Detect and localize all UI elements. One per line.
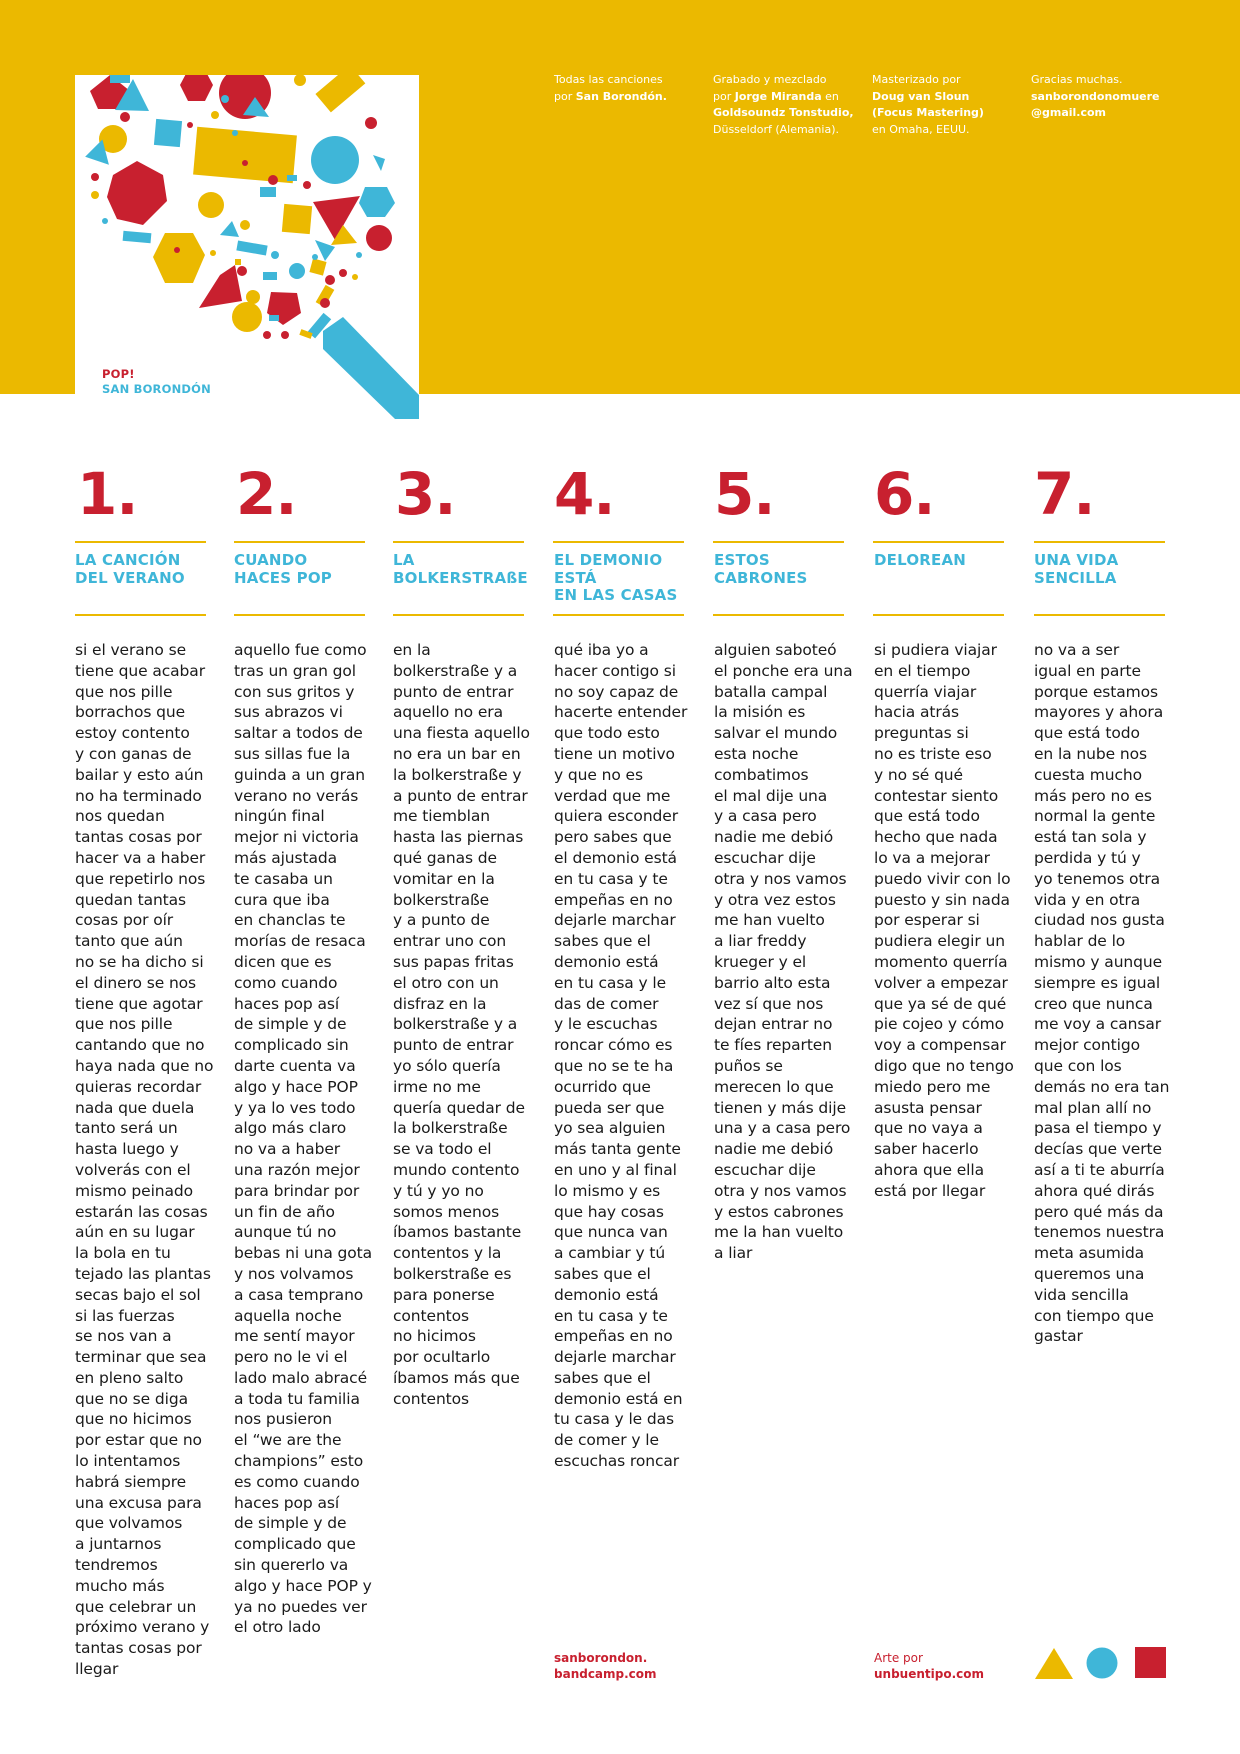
divider bbox=[873, 541, 1004, 543]
song-title-line: SENCILLA bbox=[1034, 568, 1117, 587]
bandcamp-link-line[interactable]: sanborondon. bbox=[554, 1651, 648, 1665]
divider bbox=[75, 614, 206, 616]
divider bbox=[873, 614, 1004, 616]
credit-thanks bbox=[1031, 72, 1181, 122]
divider bbox=[234, 541, 365, 543]
divider bbox=[393, 614, 524, 616]
circle-icon bbox=[1087, 1648, 1118, 1679]
song-title bbox=[1034, 552, 1174, 587]
song-title-line: DELOREAN bbox=[874, 551, 967, 569]
credit-text bbox=[554, 89, 704, 106]
credit-email[interactable]: @gmail.com bbox=[1031, 106, 1107, 119]
cover-title bbox=[102, 367, 211, 397]
song-number: 1. bbox=[77, 460, 138, 528]
song-lyrics: alguien saboteó el ponche era una batalla campal la misión es salvar el mundo esta noche combatimos el mal dije una y a casa pero nadie me debió escuchar dije otra y nos vamos y otra vez estos me han vuelto a liar freddy krueger y el barrio alto esta vez sí que nos dejan entrar no te fíes reparten puños se merecen lo que tienen y más dije una y a casa pero nadie me debió escuchar dije otra y nos vamos y estos cabrones me la han vuelto a liar bbox=[714, 641, 853, 1263]
credit-text: Masterizado por bbox=[872, 73, 961, 86]
credit-songs bbox=[554, 72, 704, 105]
credit-name: Jorge Miranda bbox=[734, 89, 822, 103]
footer-shapes bbox=[1035, 1645, 1170, 1680]
song-title-line: ESTOS bbox=[714, 551, 770, 569]
song-title bbox=[75, 552, 215, 587]
song-lyrics: en la bolkerstraße y a punto de entrar aquello no era una fiesta aquello no era un bar en la bolkerstraße y a punto de entrar me tiemblan hasta las piernas qué ganas de vomitar en la bolkerstraße y a punto de entrar uno con sus papas fritas el otro con un disfraz en la bolkerstraße y a punto de entrar yo sólo quería irme no me quería quedar de la bolkerstraße se va todo el mundo contento y tú y yo no somos menos íbamos bastante contentos y la bolkerstraße es para ponerse contentos no hicimos por ocultarlo íbamos más que contentos bbox=[393, 641, 530, 1408]
song-number: 2. bbox=[236, 460, 297, 528]
divider bbox=[75, 541, 206, 543]
song-lyrics: si el verano se tiene que acabar que nos pille borrachos que estoy contento y con ganas de bailar y esto aún no ha terminado nos quedan tantas cosas por hacer va a haber que repetirlo nos quedan tantas cosas por oír tanto que aún no se ha dicho si el dinero se nos tiene que agotar que nos pille cantando que no haya nada que no quieras recordar nada que duela tanto será un hasta luego y volverás con el mismo peinado estarán las cosas aún en su lugar la bola en tu tejado las plantas secas bajo el sol si las fuerzas se nos van a terminar que sea en pleno salto que no se diga que no hicimos por estar que no lo intentamos habrá siempre una excusa para que volvamos a juntarnos tendremos mucho más que celebrar un próximo verano y tantas cosas por llegar bbox=[75, 641, 214, 1679]
song-title-line: HACES POP bbox=[234, 568, 332, 587]
song-title-line: LA CANCIÓN bbox=[75, 551, 181, 569]
credit-text: por bbox=[713, 89, 735, 103]
song-number: 4. bbox=[554, 460, 615, 528]
divider bbox=[234, 614, 365, 616]
cover-title-line2: SAN BORONDÓN bbox=[102, 382, 211, 396]
song-title bbox=[393, 552, 533, 587]
song-title-line: DEL VERANO bbox=[75, 568, 185, 587]
song-title-line: EN LAS CASAS bbox=[554, 586, 678, 604]
song-title-line: LA bbox=[393, 551, 415, 569]
song-number: 6. bbox=[874, 460, 935, 528]
song-title-line: EL DEMONIO ESTÁ bbox=[554, 551, 663, 587]
art-credit-link[interactable]: unbuentipo.com bbox=[874, 1667, 985, 1681]
song-title-line: CUANDO bbox=[234, 551, 308, 569]
divider bbox=[713, 541, 844, 543]
triangle-icon bbox=[1035, 1648, 1073, 1679]
divider bbox=[393, 541, 524, 543]
credit-name: San Borondón. bbox=[575, 89, 667, 103]
song-number: 5. bbox=[714, 460, 775, 528]
divider bbox=[1034, 614, 1165, 616]
cover-title-line1: POP! bbox=[102, 367, 135, 381]
song-lyrics: aquello fue como tras un gran gol con sus gritos y sus abrazos vi saltar a todos de sus sillas fue la guinda a un gran verano no verás ningún final mejor ni victoria más ajustada te casaba un cura que iba en chanclas te morías de resaca dicen que es como cuando haces pop así de simple y de complicado sin darte cuenta va algo y hace POP y ya lo ves todo algo más claro no va a haber una razón mejor para brindar por un fin de año aunque tú no bebas ni una gota y nos volvamos a casa temprano aquella noche me sentí mayor pero no le vi el lado malo abracé a toda tu familia nos pusieron el “we are the champions” esto es como cuando haces pop así de simple y de complicado que sin quererlo va algo y hace POP y ya no puedes ver el otro lado bbox=[234, 641, 373, 1637]
credit-studio: (Focus Mastering) bbox=[872, 106, 984, 119]
song-title bbox=[874, 552, 1014, 570]
credit-text: Gracias muchas. bbox=[1031, 73, 1123, 86]
divider bbox=[553, 614, 684, 616]
credit-recording bbox=[713, 72, 863, 138]
credit-text bbox=[713, 89, 863, 106]
divider bbox=[713, 614, 844, 616]
art-credit bbox=[874, 1650, 984, 1682]
song-title-line: BOLKERSTRAßE bbox=[393, 568, 528, 587]
bandcamp-link-line[interactable]: bandcamp.com bbox=[554, 1667, 657, 1681]
album-cover bbox=[75, 75, 419, 419]
credit-text: en Omaha, EEUU. bbox=[872, 122, 970, 136]
song-number: 3. bbox=[395, 460, 456, 528]
credit-email[interactable]: sanborondonomuere bbox=[1031, 89, 1160, 103]
song-title bbox=[554, 552, 694, 605]
credit-text: Todas las canciones bbox=[554, 73, 663, 86]
song-title-line: CABRONES bbox=[714, 568, 808, 587]
bandcamp-link[interactable] bbox=[554, 1650, 657, 1682]
credit-text: en bbox=[821, 89, 839, 103]
song-title-line: UNA VIDA bbox=[1034, 551, 1119, 569]
credit-mastering bbox=[872, 72, 1022, 138]
credit-text: Düsseldorf (Alemania). bbox=[713, 122, 839, 136]
credit-text: por bbox=[554, 89, 576, 103]
credit-studio: Goldsoundz Tonstudio, bbox=[713, 106, 854, 119]
credit-name: Doug van Sloun bbox=[872, 89, 970, 103]
divider bbox=[553, 541, 684, 543]
art-credit-label: Arte por bbox=[874, 1651, 923, 1665]
song-lyrics: si pudiera viajar en el tiempo querría viajar hacia atrás preguntas si no es triste eso y no sé qué contestar siento que está todo hecho que nada lo va a mejorar puedo vivir con lo puesto y sin nada por esperar si pudiera elegir un momento querría volver a empezar que ya sé de qué pie cojeo y cómo voy a compensar digo que no tengo miedo pero me asusta pensar que no vaya a saber hacerlo ahora que ella está por llegar bbox=[874, 641, 1014, 1200]
divider bbox=[1034, 541, 1165, 543]
song-lyrics: no va a ser igual en parte porque estamos mayores y ahora que está todo en la nube nos cuesta mucho más pero no es normal la gente está tan sola y perdida y tú y yo tenemos otra vida y en otra ciudad nos gusta hablar de lo mismo y aunque siempre es igual creo que nunca me voy a cansar mejor contigo que con los demás no era tan mal plan allí no pasa el tiempo y decías que verte así a ti te aburría ahora qué dirás pero qué más da tenemos nuestra meta asumida queremos una vida sencilla con tiempo que gastar bbox=[1034, 641, 1170, 1346]
song-title bbox=[714, 552, 854, 587]
song-title bbox=[234, 552, 374, 587]
song-lyrics: qué iba yo a hacer contigo si no soy capaz de hacerte entender que todo esto tiene un motivo y que no es verdad que me quiera esconder pero sabes que el demonio está en tu casa y te empeñas en no dejarle marchar sabes que el demonio está en tu casa y le das de comer y le escuchas roncar cómo es que no se te ha ocurrido que pueda ser que yo sea alguien más tanta gente en uno y al final lo mismo y es que hay cosas que nunca van a cambiar y tú sabes que el demonio está en tu casa y te empeñas en no dejarle marchar sabes que el demonio está en tu casa y le das de comer y le escuchas roncar bbox=[554, 641, 688, 1471]
credit-text: Grabado y mezclado bbox=[713, 73, 827, 86]
song-number: 7. bbox=[1034, 460, 1095, 528]
square-icon bbox=[1135, 1647, 1166, 1678]
